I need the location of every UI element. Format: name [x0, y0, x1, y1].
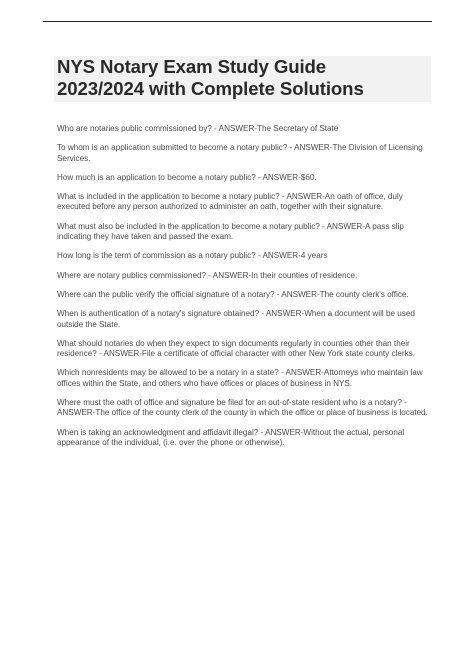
qa-item: What must also be included in the application to become a notary public? - ANSWER-A pass slip indicating they have taken and passed the exam. [57, 221, 404, 242]
qa-item: Where must the oath of office and signature be filed for an out-of-state resident who is a notary? - ANSWER-The office of the county clerk of the county in which the office or place of business is located. [57, 398, 428, 418]
qa-item: To whom is an application submitted to become a notary public? - ANSWER-The Division of Licensing Services. [57, 143, 423, 163]
title-line-2: 2023/2024 with Complete Solutions [57, 78, 364, 99]
qa-item: How long is the term of commission as a notary public? - ANSWER-4 years [57, 251, 328, 261]
qa-item: What is included in the application to become a notary public? - ANSWER-An oath of office, duly executed before any person authorized to administer an oath, together with their signature. [57, 192, 403, 212]
document-title [57, 56, 427, 100]
qa-item: When is authentication of a notary's signature obtained? - ANSWER-When a document will be used outside the State. [57, 309, 415, 329]
qa-item: What should notaries do when they expect to sign documents regularly in counties other than their residence? - ANSWER-File a certificate of official character with other New York state county clerks. [57, 338, 415, 359]
title-line-1: NYS Notary Exam Study Guide [57, 56, 327, 77]
qa-list [57, 124, 433, 448]
qa-item: How much is an application to become a notary public? - ANSWER-$60. [57, 172, 317, 182]
qa-item: Where can the public verify the official signature of a notary? - ANSWER-The county clerk's office. [57, 289, 409, 299]
qa-item: When is taking an acknowledgment and affidavit illegal? - ANSWER-Without the actual, personal appearance of the individual, (i.e. over the phone or otherwise). [57, 427, 405, 447]
top-rule [43, 21, 432, 22]
qa-item: Which nonresidents may be allowed to be a notary in a state? - ANSWER-Attorneys who maintain law offices within the State, and others who have offices or places of business in NYS. [57, 368, 423, 388]
qa-item: Where are notary publics commissioned? - ANSWER-In their counties of residence. [57, 270, 358, 280]
qa-item: Who are notaries public commissioned by? - ANSWER-The Secretary of State [57, 124, 339, 133]
